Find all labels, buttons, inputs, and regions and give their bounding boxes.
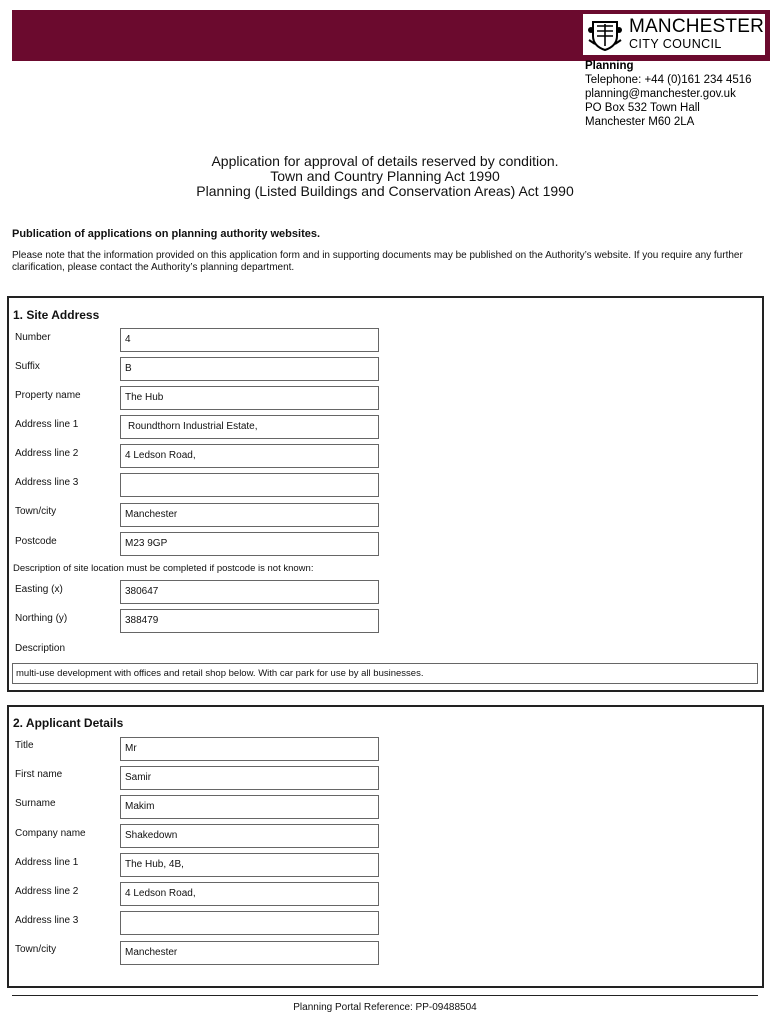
number-label: Number <box>15 332 51 343</box>
company-name-label: Company name <box>15 828 86 839</box>
surname-field[interactable]: Makim <box>120 795 379 819</box>
contact-block <box>585 59 752 129</box>
description-label: Description <box>15 643 66 654</box>
applicant-address-line2-field[interactable]: 4 Ledson Road, <box>120 882 379 906</box>
site-address-line1-field[interactable]: Roundthorn Industrial Estate, <box>120 415 379 439</box>
northing-label: Northing (y) <box>15 613 68 624</box>
postcode-label: Postcode <box>15 536 57 547</box>
publication-heading: Publication of applications on planning authority websites. <box>12 228 321 240</box>
applicant-address-line3-field[interactable] <box>120 911 379 935</box>
suffix-label: Suffix <box>15 361 40 372</box>
location-note: Description of site location must be completed if postcode is not known: <box>13 563 314 574</box>
description-field[interactable]: multi-use development with offices and retail shop below. With car park for use by all businesses. <box>12 663 758 684</box>
applicant-details-title: 2. Applicant Details <box>13 716 124 730</box>
telephone-text: Telephone: +44 (0)161 234 4516 <box>585 74 752 86</box>
site-address-line1-label: Address line 1 <box>15 419 79 430</box>
postcode-field[interactable]: M23 9GP <box>120 532 379 556</box>
property-name-field[interactable]: The Hub <box>120 386 379 410</box>
applicant-title-field[interactable]: Mr <box>120 737 379 761</box>
site-address-title: 1. Site Address <box>13 308 100 322</box>
form-title-line2: Town and Country Planning Act 1990 <box>270 168 500 184</box>
suffix-field[interactable]: B <box>120 357 379 381</box>
applicant-title-label: Title <box>15 740 34 751</box>
council-name-line1: MANCHESTER <box>629 16 765 37</box>
number-field[interactable]: 4 <box>120 328 379 352</box>
easting-label: Easting (x) <box>15 584 63 595</box>
applicant-address-line1-field[interactable]: The Hub, 4B, <box>120 853 379 877</box>
first-name-label: First name <box>15 769 63 780</box>
northing-field[interactable]: 388479 <box>120 609 379 633</box>
site-town-label: Town/city <box>15 506 57 517</box>
applicant-address-line1-label: Address line 1 <box>15 857 79 868</box>
form-title-line1: Application for approval of details reserved by condition. <box>211 153 559 169</box>
first-name-field[interactable]: Samir <box>120 766 379 790</box>
council-logo <box>583 14 765 55</box>
site-town-field[interactable]: Manchester <box>120 503 379 527</box>
property-name-label: Property name <box>15 390 81 401</box>
company-name-field[interactable]: Shakedown <box>120 824 379 848</box>
site-address-line3-label: Address line 3 <box>15 477 79 488</box>
applicant-address-line3-label: Address line 3 <box>15 915 79 926</box>
city-postcode-text: Manchester M60 2LA <box>585 116 695 128</box>
email-text[interactable]: planning@manchester.gov.uk <box>585 88 736 100</box>
po-box-text: PO Box 532 Town Hall <box>585 102 700 114</box>
coat-of-arms-icon <box>587 18 623 51</box>
site-address-line3-field[interactable] <box>120 473 379 497</box>
department-name: Planning <box>585 60 634 72</box>
portal-reference: Planning Portal Reference: PP-09488504 <box>293 1002 477 1013</box>
applicant-town-field[interactable]: Manchester <box>120 941 379 965</box>
site-address-line2-label: Address line 2 <box>15 448 79 459</box>
form-title <box>0 154 770 199</box>
applicant-address-line2-label: Address line 2 <box>15 886 79 897</box>
surname-label: Surname <box>15 798 56 809</box>
form-title-line3: Planning (Listed Buildings and Conservation Areas) Act 1990 <box>196 183 574 199</box>
publication-note: Please note that the information provided on this application form and in supporting documents may be published on the Authority’s website. If you require any further clarification, please contact the Authority’s planning department. <box>12 250 743 273</box>
easting-field[interactable]: 380647 <box>120 580 379 604</box>
council-name-line2: CITY COUNCIL <box>629 37 722 51</box>
footer-divider <box>12 995 758 996</box>
site-address-line2-field[interactable]: 4 Ledson Road, <box>120 444 379 468</box>
applicant-town-label: Town/city <box>15 944 57 955</box>
